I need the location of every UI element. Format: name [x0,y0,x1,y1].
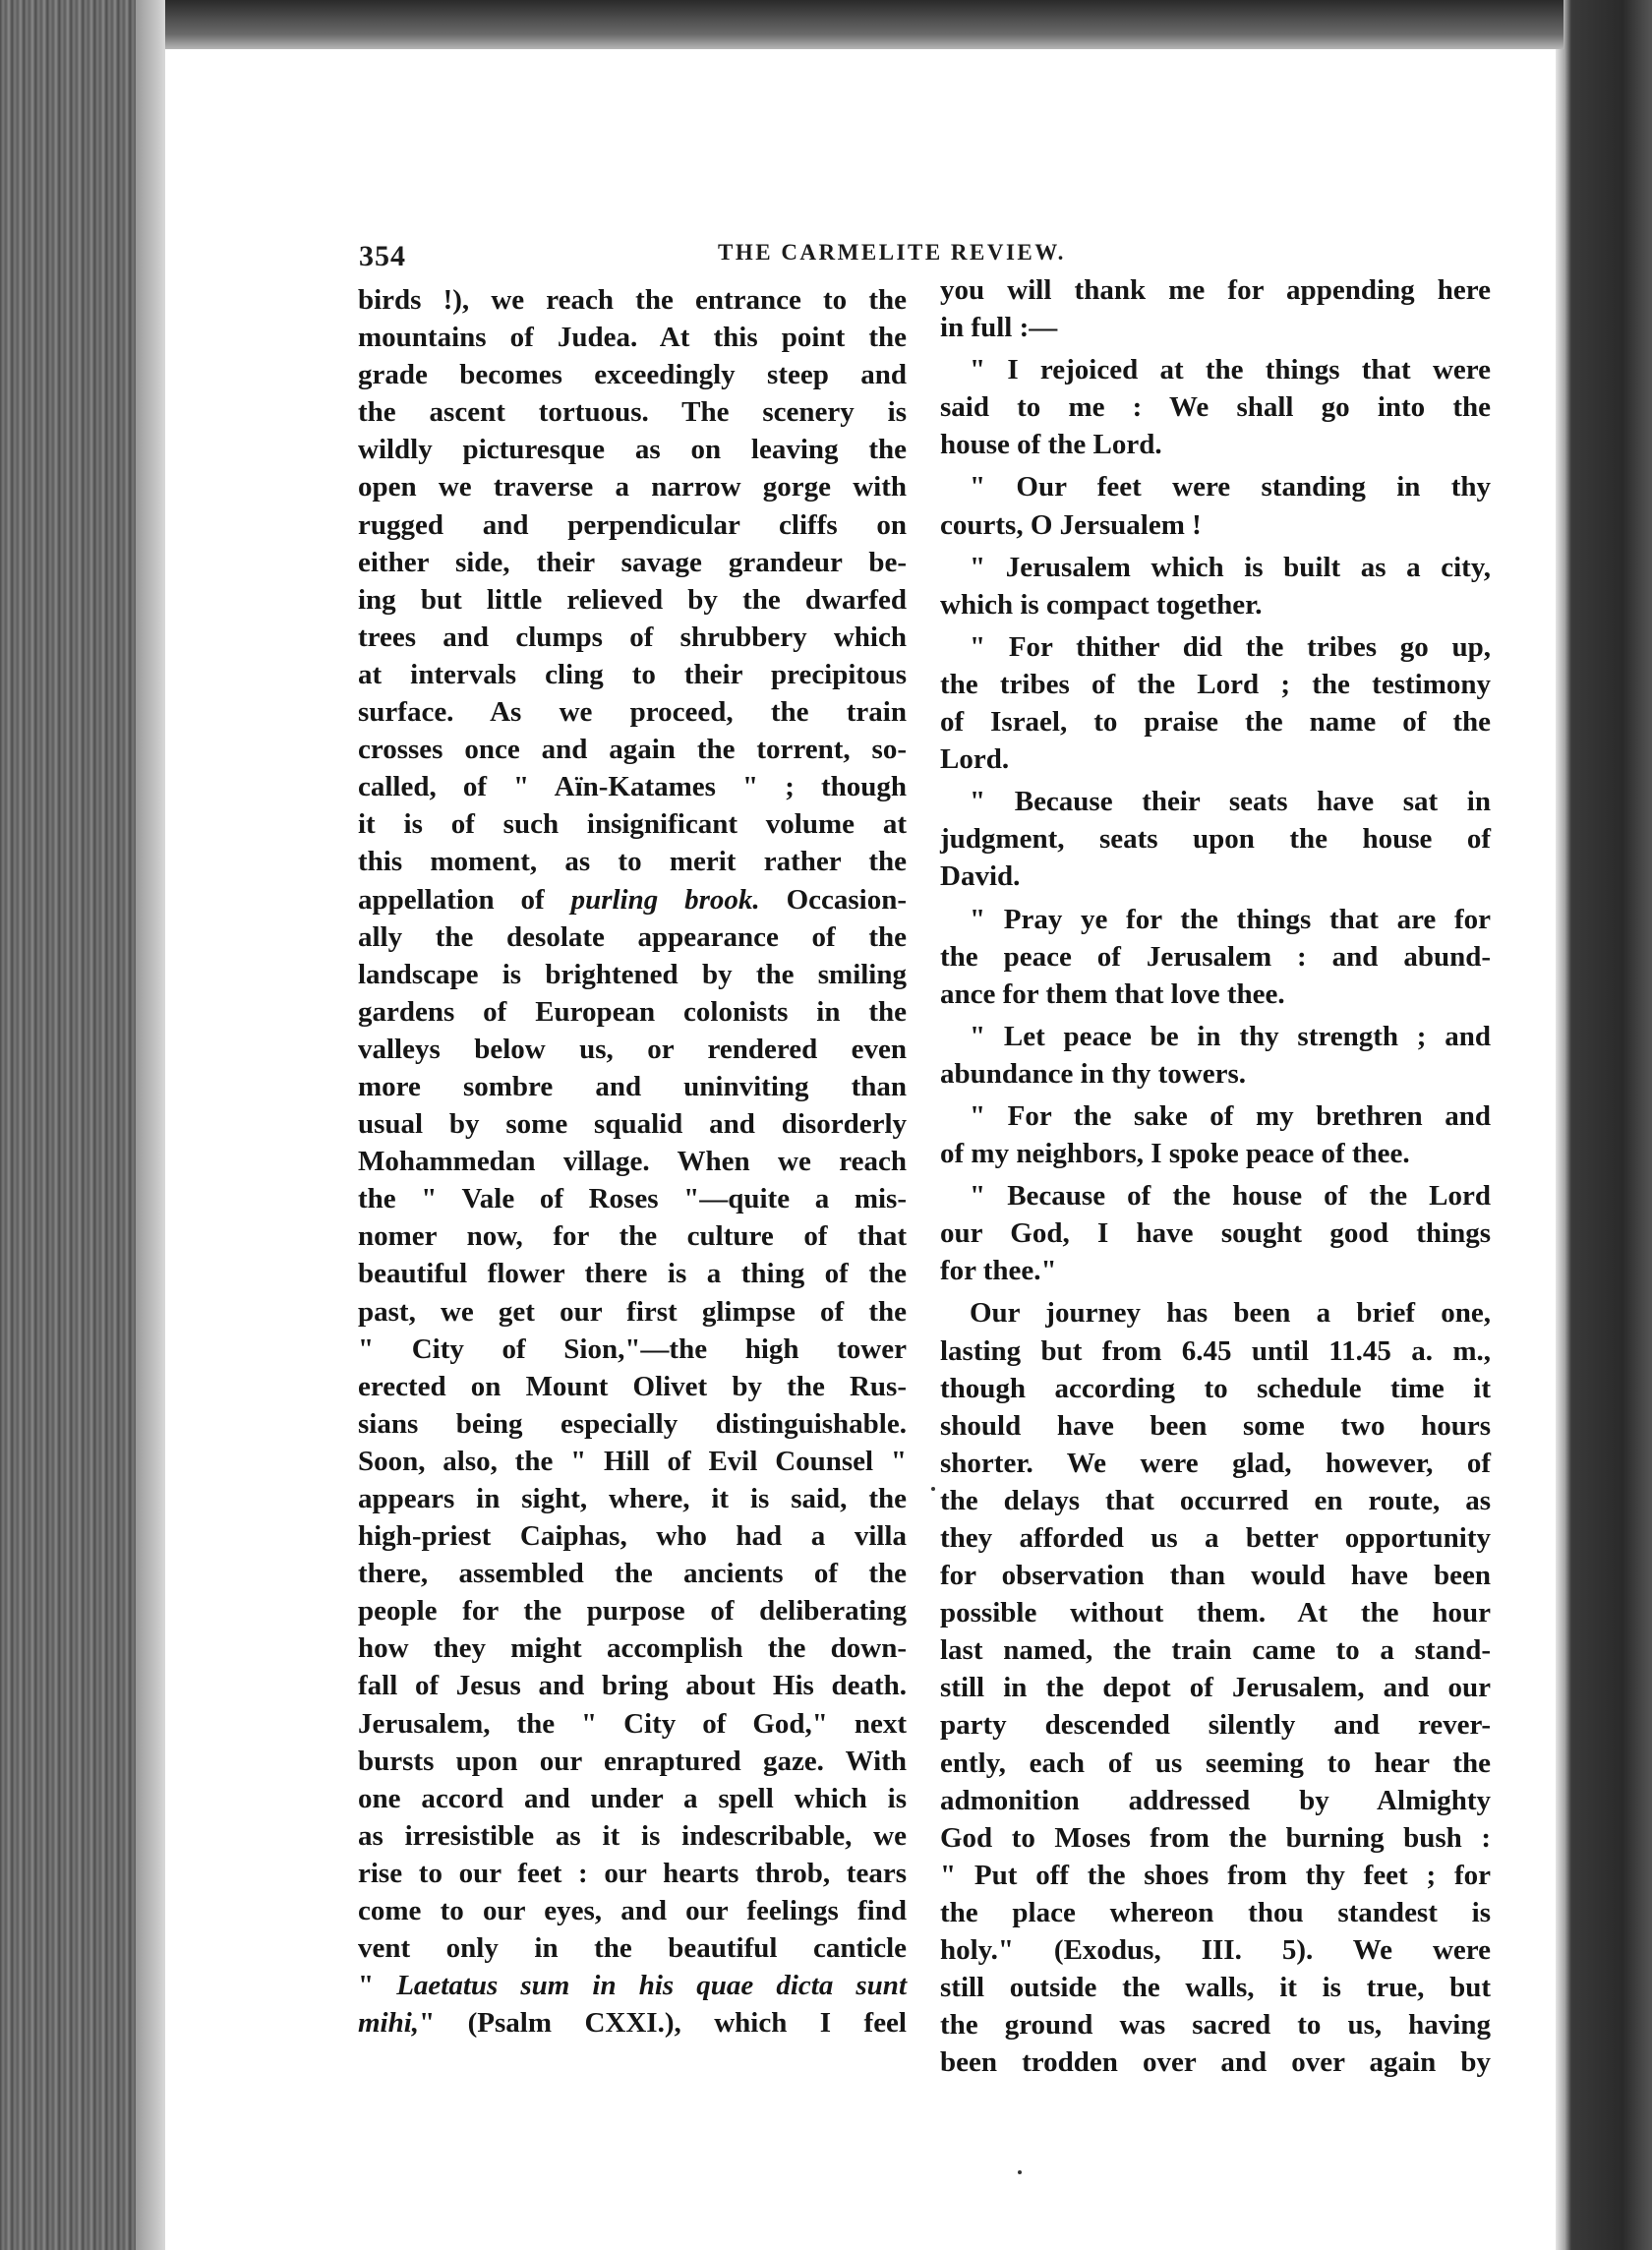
text-line: mountains of Judea. At this point the [358,322,907,354]
text-line: Mohammedan village. When we reach [358,1146,907,1178]
text-line: " Pray ye for the things that are for [970,903,1491,935]
text-line: Soon, also, the " Hill of Evil Counsel " [358,1445,907,1477]
text-line: gardens of European colonists in the [358,995,907,1028]
text-line: ally the desolate appearance of the [358,920,907,953]
text-line: ently, each of us seeming to hear the [940,1747,1491,1779]
text-line: the tribes of the Lord ; the testimony [940,668,1491,700]
text-line: trees and clumps of shrubbery which [358,621,907,653]
text-line: nomer now, for the culture of that [358,1220,907,1253]
text-line: bursts upon our enraptured gaze. With [358,1745,907,1777]
text-line: come to our eyes, and our feelings find [358,1895,907,1927]
text-line: " For the sake of my brethren and [970,1099,1491,1132]
text-line: surface. As we proceed, the train [358,696,907,729]
text-line: our God, I have sought good things [940,1217,1491,1250]
print-speck [931,1487,935,1491]
text-line: though according to schedule time it [940,1372,1491,1404]
text-line: fall of Jesus and bring about His death. [358,1670,907,1702]
text-line: abundance in thy towers. [940,1057,1246,1090]
text-line: usual by some squalid and disorderly [358,1108,907,1141]
text-line: Jerusalem, the " City of God," next [358,1707,907,1740]
text-line: ing but little relieved by the dwarfed [358,583,907,616]
right-text-column [940,271,1491,2081]
text-line: for thee." [940,1255,1057,1287]
text-fragment: " [358,1970,397,2002]
text-line: in full :— [940,312,1058,344]
text-line: holy." (Exodus, III. 5). We were [940,1934,1491,1967]
text-line: " I rejoiced at the things that were [970,354,1491,386]
italic-text: Laetatus sum in his quae dicta sunt [396,1970,907,2002]
text-line: " Let peace be in thy strength ; and [970,1020,1491,1052]
text-line: " City of Sion,"—the high tower [358,1332,907,1365]
text-line: birds !), we reach the entrance to the [358,284,907,316]
text-line: God to Moses from the burning bush : [940,1821,1491,1854]
text-line: how they might accomplish the down- [358,1632,907,1665]
text-line: appears in sight, where, it is said, the [358,1483,907,1514]
text-line: people for the purpose of deliberating [358,1595,907,1628]
text-line [358,1967,907,2004]
text-line: " Jerusalem which is built as a city, [970,551,1491,583]
text-line: the delays that occurred en route, as [940,1484,1491,1516]
text-line: the " Vale of Roses "—quite a mis- [358,1183,907,1215]
text-line: more sombre and uninviting than [358,1070,907,1102]
text-line: last named, the train came to a stand- [940,1634,1491,1667]
italic-text: purling brook. [570,883,760,916]
text-line: party descended silently and rever- [940,1709,1491,1742]
text-line: sians being especially distinguishable. [358,1407,907,1440]
text-line: David. [940,860,1021,893]
text-line: ance for them that love thee. [940,977,1285,1010]
text-line: wildly picturesque as on leaving the [358,434,907,466]
text-line: landscape is brightened by the smiling [358,958,907,990]
text-line: this moment, as to merit rather the [358,846,907,878]
text-line: valleys below us, or rendered even [358,1033,907,1065]
text-line: courts, O Jersualem ! [940,508,1202,541]
text-line: erected on Mount Olivet by the Rus- [358,1370,907,1402]
text-line: of Israel, to praise the name of the [940,706,1491,739]
text-line: at intervals cling to their precipitous [358,658,907,690]
text-line: should have been some two hours [940,1409,1491,1442]
text-line: one accord and under a spell which is [358,1782,907,1814]
text-line: house of the Lord. [940,429,1162,461]
text-line: the ground was sacred to us, having [940,2009,1491,2042]
text-line: " Our feet were standing in thy [970,471,1491,503]
text-line: lasting but from 6.45 until 11.45 a. m., [940,1334,1491,1367]
text-fragment: appellation of [358,883,571,916]
text-line: still in the depot of Jerusalem, and our [940,1672,1491,1704]
text-line: either side, their savage grandeur be- [358,546,907,578]
text-fragment: Occasion- [759,883,908,916]
text-line: admonition addressed by Almighty [940,1784,1491,1816]
text-line: there, assembled the ancients of the [358,1558,907,1590]
text-line [358,881,907,918]
text-line: still outside the walls, it is true, but [940,1972,1491,2004]
text-line: the place whereon thou standest is [940,1896,1491,1928]
text-line: " Put off the shoes from thy feet ; for [940,1859,1491,1891]
text-line: shorter. We were glad, however, of [940,1447,1491,1479]
italic-text: mihi, [358,2007,420,2040]
text-line: " Because of the house of the Lord [970,1180,1491,1213]
text-line: vent only in the beautiful canticle [358,1932,907,1965]
page-gutter-shadow [1556,49,1565,2250]
text-line: past, we get our first glimpse of the [358,1295,907,1328]
text-line: of my neighbors, I spoke peace of thee. [940,1138,1410,1170]
text-line: they afforded us a better opportunity [940,1522,1491,1554]
text-line: been trodden over and over again by [940,2046,1491,2079]
text-line: judgment, seats upon the house of [940,823,1491,856]
text-line: " Because their seats have sat in [970,786,1491,818]
text-line: Our journey has been a brief one, [970,1297,1491,1330]
text-line: possible without them. At the hour [940,1597,1491,1629]
text-line [358,2004,907,2042]
text-line: rugged and perpendicular cliffs on [358,508,907,541]
text-line: " For thither did the tribes go up, [970,630,1491,663]
print-speck [1018,2170,1022,2174]
text-line: as irresistible as it is indescribable, we [358,1819,907,1852]
text-line: rise to our feet : our hearts throb, tears [358,1857,907,1889]
text-line: crosses once and again the torrent, so- [358,734,907,766]
running-head [359,236,1066,275]
text-line: beautiful flower there is a thing of the [358,1258,907,1290]
book-page-stack-edge [0,0,165,2250]
text-line: called, of " Aïn-Katames " ; though [358,771,907,803]
page-number: 354 [359,240,406,272]
left-text-column [358,281,907,2042]
journal-title: THE CARMELITE REVIEW. [718,240,1066,265]
scan-top-edge [0,0,1652,49]
text-line: which is compact together. [940,588,1263,621]
text-line: grade becomes exceedingly steep and [358,359,907,391]
text-line: the ascent tortuous. The scenery is [358,396,907,429]
text-line: it is of such insignificant volume at [358,808,907,841]
text-line: said to me : We shall go into the [940,391,1491,424]
text-line: high-priest Caiphas, who had a villa [358,1520,907,1553]
text-fragment: " (Psalm CXXI.), which I feel [419,2007,907,2040]
text-line: Lord. [940,743,1010,776]
text-line: the peace of Jerusalem : and abund- [940,940,1491,973]
text-line: for observation than would have been [940,1560,1491,1592]
text-line: you will thank me for appending here [940,274,1491,306]
text-line: open we traverse a narrow gorge with [358,471,907,503]
scan-right-edge [1564,0,1652,2250]
